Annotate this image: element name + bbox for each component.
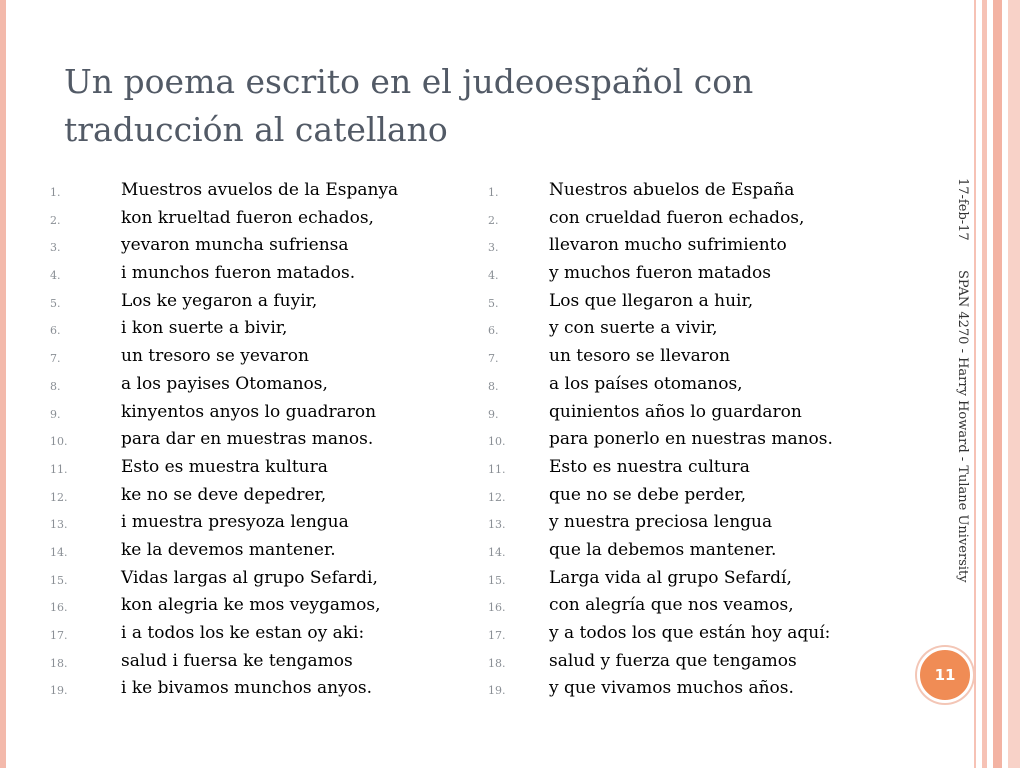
line-number: 4. bbox=[50, 269, 61, 283]
line-number: 15. bbox=[50, 573, 68, 587]
border-stripe bbox=[982, 0, 987, 768]
line-number: 14. bbox=[488, 545, 506, 559]
line-number: 10. bbox=[50, 435, 68, 449]
line-number: 12. bbox=[50, 490, 68, 504]
line-text: yevaron muncha sufriensa bbox=[121, 235, 349, 256]
poem-line bbox=[468, 316, 898, 344]
line-number: 2. bbox=[50, 213, 61, 227]
poem-line bbox=[40, 510, 470, 538]
line-text: Esto es nuestra cultura bbox=[549, 456, 750, 477]
border-stripe bbox=[1008, 0, 1020, 768]
poem-line bbox=[468, 649, 898, 677]
line-text: un tesoro se llevaron bbox=[549, 346, 731, 367]
poem-line bbox=[468, 178, 898, 206]
line-text: i muestra presyoza lengua bbox=[121, 512, 349, 533]
line-text: i ke bivamos munchos anyos. bbox=[121, 678, 373, 699]
line-text: kon alegria ke mos veygamos, bbox=[121, 595, 381, 616]
line-number: 5. bbox=[50, 296, 61, 310]
line-text: y que vivamos muchos años. bbox=[549, 678, 794, 699]
line-text: y a todos los que están hoy aquí: bbox=[549, 623, 831, 643]
line-text: kinyentos anyos lo guadraron bbox=[121, 401, 377, 422]
line-text: que la debemos mantener. bbox=[549, 539, 777, 560]
poem-line bbox=[468, 621, 898, 649]
line-number: 15. bbox=[488, 573, 506, 587]
poem-line bbox=[40, 400, 470, 428]
border-stripe bbox=[974, 0, 976, 768]
poem-line bbox=[40, 593, 470, 621]
line-number: 7. bbox=[50, 352, 61, 366]
poem-line bbox=[40, 483, 470, 511]
line-text: Los que llegaron a huir, bbox=[549, 290, 754, 311]
line-text: i kon suerte a bivir, bbox=[121, 318, 288, 339]
line-text: para dar en muestras manos. bbox=[121, 429, 374, 450]
line-number: 17. bbox=[50, 629, 68, 642]
line-number: 6. bbox=[50, 324, 61, 338]
line-text: Los ke yegaron a fuyir, bbox=[121, 290, 318, 311]
line-text: salud i fuersa ke tengamos bbox=[121, 650, 353, 671]
line-number: 9. bbox=[488, 407, 499, 421]
poem-line bbox=[468, 483, 898, 511]
line-number: 3. bbox=[50, 241, 61, 255]
poem-line bbox=[468, 427, 898, 455]
line-number: 4. bbox=[488, 269, 499, 283]
line-number: 10. bbox=[488, 435, 506, 449]
line-text: y con suerte a vivir, bbox=[549, 318, 718, 339]
poem-line bbox=[468, 289, 898, 317]
poem-line bbox=[40, 427, 470, 455]
poem-line bbox=[40, 178, 470, 206]
line-number: 5. bbox=[488, 296, 499, 310]
line-text: ke la devemos mantener. bbox=[121, 539, 336, 560]
line-number: 13. bbox=[488, 518, 506, 532]
slide-title: Un poema escrito en el judeoespañol con traducción al catellano bbox=[64, 62, 754, 149]
line-text: con alegría que nos veamos, bbox=[549, 595, 794, 616]
line-text: que no se debe perder, bbox=[549, 484, 747, 505]
line-text: para ponerlo en nuestras manos. bbox=[549, 429, 833, 450]
poem-line bbox=[40, 261, 470, 289]
line-number: 6. bbox=[488, 324, 499, 338]
poem-line bbox=[40, 206, 470, 234]
line-number: 8. bbox=[488, 379, 499, 393]
poem-line bbox=[468, 344, 898, 372]
poem-line bbox=[40, 566, 470, 594]
line-text: Muestros avuelos de la Espanya bbox=[121, 180, 399, 200]
poem-line bbox=[468, 400, 898, 428]
line-number: 16. bbox=[50, 601, 68, 615]
poem-line bbox=[468, 372, 898, 400]
poem-line bbox=[40, 649, 470, 677]
line-number: 19. bbox=[488, 684, 506, 698]
border-stripe bbox=[993, 0, 1002, 768]
poem-translation-list bbox=[468, 178, 898, 704]
poem-line bbox=[468, 261, 898, 289]
line-number: 12. bbox=[488, 490, 506, 504]
line-text: con crueldad fueron echados, bbox=[549, 207, 805, 228]
poem-line bbox=[468, 455, 898, 483]
poem-line bbox=[468, 206, 898, 234]
line-number: 14. bbox=[50, 545, 68, 559]
poem-line bbox=[40, 621, 470, 649]
line-number: 2. bbox=[488, 213, 499, 227]
line-number: 3. bbox=[488, 241, 499, 255]
poem-line bbox=[468, 538, 898, 566]
line-text: llevaron mucho sufrimiento bbox=[549, 235, 787, 256]
poem-line bbox=[40, 538, 470, 566]
line-text: salud y fuerza que tengamos bbox=[549, 650, 797, 671]
line-number: 7. bbox=[488, 352, 499, 366]
line-number: 8. bbox=[50, 379, 61, 393]
poem-line bbox=[40, 233, 470, 261]
line-number: 17. bbox=[488, 629, 506, 642]
line-number: 19. bbox=[50, 684, 68, 698]
slide-footer-course: SPAN 4270 - Harry Howard - Tulane University bbox=[955, 270, 970, 583]
line-number: 16. bbox=[488, 601, 506, 615]
line-text: ke no se deve depedrer, bbox=[121, 484, 327, 505]
line-number: 18. bbox=[50, 656, 68, 670]
line-text: quinientos años lo guardaron bbox=[549, 401, 802, 422]
poem-line bbox=[40, 455, 470, 483]
poem-line bbox=[468, 233, 898, 261]
line-text: un tresoro se yevaron bbox=[121, 346, 309, 367]
line-number: 9. bbox=[50, 407, 61, 421]
line-text: y muchos fueron matados bbox=[549, 263, 771, 284]
line-number: 1. bbox=[50, 186, 61, 199]
poem-line bbox=[40, 289, 470, 317]
line-text: Vidas largas al grupo Sefardi, bbox=[121, 567, 378, 588]
line-number: 11. bbox=[50, 462, 68, 476]
poem-line bbox=[40, 372, 470, 400]
poem-line bbox=[468, 510, 898, 538]
line-number: 18. bbox=[488, 656, 506, 670]
line-text: Nuestros abuelos de España bbox=[549, 180, 795, 200]
poem-line bbox=[468, 566, 898, 594]
poem-line bbox=[40, 676, 470, 704]
slide-date: 17-feb-17 bbox=[955, 178, 970, 241]
line-text: i a todos los ke estan oy aki: bbox=[121, 623, 365, 643]
line-text: Larga vida al grupo Sefardí, bbox=[549, 567, 792, 588]
line-text: a los payises Otomanos, bbox=[121, 373, 328, 394]
line-text: kon krueltad fueron echados, bbox=[121, 207, 374, 228]
slide-number-badge: 11 bbox=[917, 647, 973, 703]
line-text: i munchos fueron matados. bbox=[121, 263, 356, 284]
line-number: 11. bbox=[488, 462, 506, 476]
poem-line bbox=[40, 316, 470, 344]
poem-original-list bbox=[40, 178, 470, 704]
poem-line bbox=[468, 676, 898, 704]
line-text: a los países otomanos, bbox=[549, 373, 743, 394]
line-number: 13. bbox=[50, 518, 68, 532]
left-border bbox=[0, 0, 6, 768]
poem-line bbox=[40, 344, 470, 372]
line-text: Esto es muestra kultura bbox=[121, 456, 328, 477]
line-number: 1. bbox=[488, 186, 499, 199]
line-text: y nuestra preciosa lengua bbox=[549, 512, 773, 533]
poem-line bbox=[468, 593, 898, 621]
